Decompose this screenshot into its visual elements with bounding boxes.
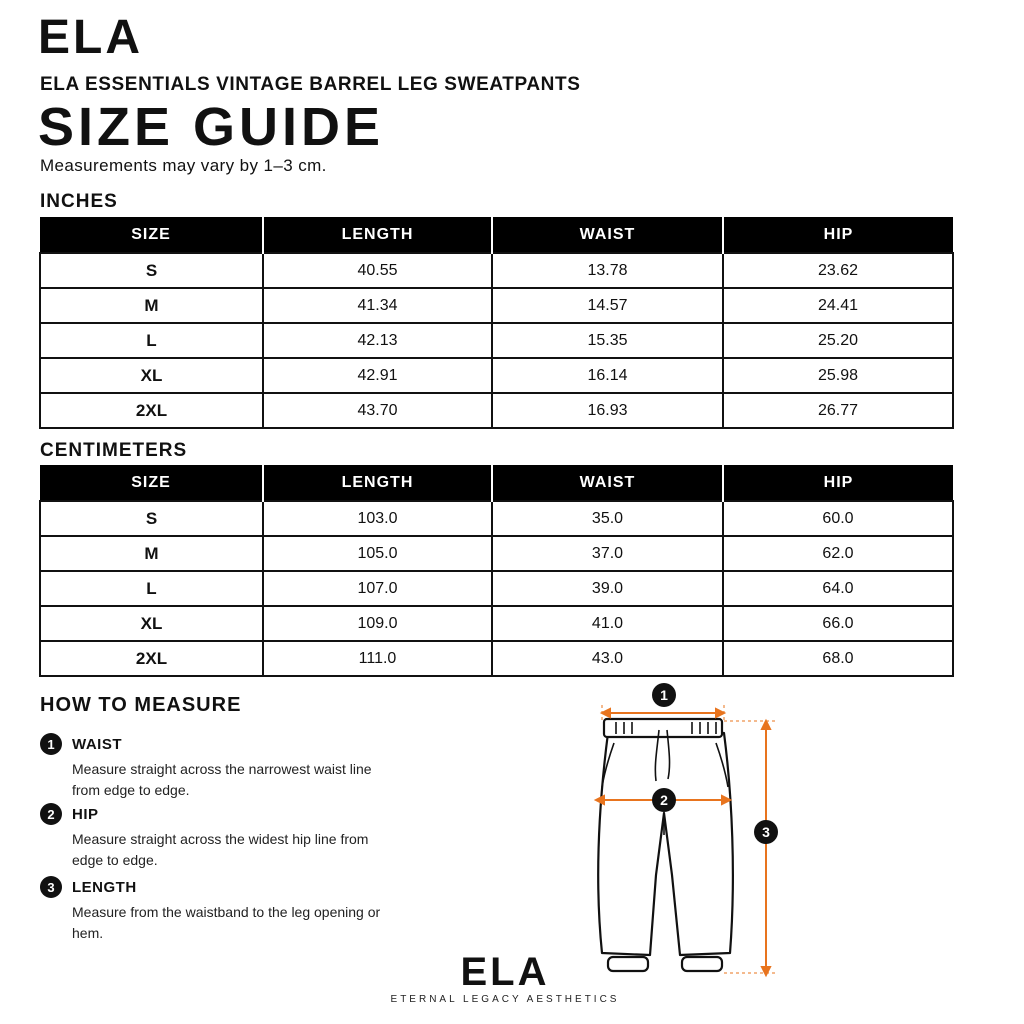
header-waist: WAIST [492, 217, 723, 253]
length-cell: 40.55 [263, 253, 492, 288]
hip-cell: 24.41 [723, 288, 953, 323]
table-row [40, 288, 953, 323]
table-header-row [40, 465, 953, 501]
size-cell: L [40, 323, 263, 358]
step-description: Measure straight across the narrowest waist line from edge to edge. [72, 761, 372, 798]
length-cell: 42.13 [263, 323, 492, 358]
hip-cell: 62.0 [723, 536, 953, 571]
length-cell: 103.0 [263, 501, 492, 536]
header-hip: HIP [723, 217, 953, 253]
size-cell: S [40, 253, 263, 288]
step-name: LENGTH [72, 878, 137, 896]
hip-cell: 25.98 [723, 358, 953, 393]
step-length [40, 876, 400, 944]
size-cell: XL [40, 358, 263, 393]
measurement-note: Measurements may vary by 1–3 cm. [40, 156, 327, 175]
waist-cell: 43.0 [492, 641, 723, 676]
step-waist [40, 733, 400, 801]
product-title: ELA ESSENTIALS VINTAGE BARREL LEG SWEATPANTS [40, 74, 581, 95]
page-title: SIZE GUIDE [38, 97, 385, 157]
step-number-badge: 1 [40, 733, 62, 755]
marker-1-label: 1 [660, 687, 668, 703]
header-waist: WAIST [492, 465, 723, 501]
step-name: HIP [72, 805, 99, 823]
size-cell: L [40, 571, 263, 606]
size-cell: S [40, 501, 263, 536]
marker-3 [754, 820, 778, 844]
centimeters-label: CENTIMETERS [40, 440, 188, 461]
waistband [604, 719, 722, 737]
inches-label: INCHES [40, 191, 118, 212]
length-cell: 43.70 [263, 393, 492, 428]
size-cell: 2XL [40, 641, 263, 676]
header-hip: HIP [723, 465, 953, 501]
table-row [40, 501, 953, 536]
hip-cell: 68.0 [723, 641, 953, 676]
waist-cell: 15.35 [492, 323, 723, 358]
pants-outline [598, 733, 733, 955]
table-row [40, 253, 953, 288]
length-cell: 42.91 [263, 358, 492, 393]
table-row [40, 641, 953, 676]
length-cell: 105.0 [263, 536, 492, 571]
brand-logo: ELA [38, 11, 143, 64]
waist-cell: 14.57 [492, 288, 723, 323]
marker-1 [652, 683, 676, 707]
waist-cell: 16.93 [492, 393, 723, 428]
length-cell: 109.0 [263, 606, 492, 641]
sweatpants-diagram-icon [580, 675, 800, 990]
length-cell: 41.34 [263, 288, 492, 323]
marker-3-label: 3 [762, 824, 770, 840]
step-description: Measure straight across the widest hip line from edge to edge. [72, 831, 369, 868]
table-row [40, 571, 953, 606]
size-cell: M [40, 536, 263, 571]
size-cell: XL [40, 606, 263, 641]
hip-cell: 66.0 [723, 606, 953, 641]
table-row [40, 536, 953, 571]
step-number-badge: 3 [40, 876, 62, 898]
footer-tagline: ETERNAL LEGACY AESTHETICS [390, 994, 620, 1005]
step-hip [40, 803, 400, 871]
centimeters-table [39, 465, 954, 677]
header-size: SIZE [40, 465, 263, 501]
header-length: LENGTH [263, 217, 492, 253]
table-row [40, 323, 953, 358]
step-name: WAIST [72, 735, 122, 753]
length-cell: 107.0 [263, 571, 492, 606]
hip-cell: 25.20 [723, 323, 953, 358]
step-description: Measure from the waistband to the leg opening or hem. [72, 904, 381, 941]
how-to-measure-title: HOW TO MEASURE [40, 694, 242, 716]
inches-table [39, 217, 954, 429]
table-row [40, 606, 953, 641]
waist-cell: 35.0 [492, 501, 723, 536]
step-number-badge: 2 [40, 803, 62, 825]
size-cell: 2XL [40, 393, 263, 428]
waist-cell: 41.0 [492, 606, 723, 641]
hip-cell: 60.0 [723, 501, 953, 536]
table-row [40, 393, 953, 428]
hip-cell: 64.0 [723, 571, 953, 606]
table-row [40, 358, 953, 393]
waist-cell: 37.0 [492, 536, 723, 571]
hip-cell: 26.77 [723, 393, 953, 428]
size-cell: M [40, 288, 263, 323]
marker-2-label: 2 [660, 792, 668, 808]
waist-cell: 16.14 [492, 358, 723, 393]
waist-cell: 39.0 [492, 571, 723, 606]
length-cell: 111.0 [263, 641, 492, 676]
header-length: LENGTH [263, 465, 492, 501]
table-header-row [40, 217, 953, 253]
hip-cell: 23.62 [723, 253, 953, 288]
footer-logo: ELA [460, 950, 550, 994]
waist-cell: 13.78 [492, 253, 723, 288]
header-size: SIZE [40, 217, 263, 253]
marker-2 [652, 788, 676, 812]
